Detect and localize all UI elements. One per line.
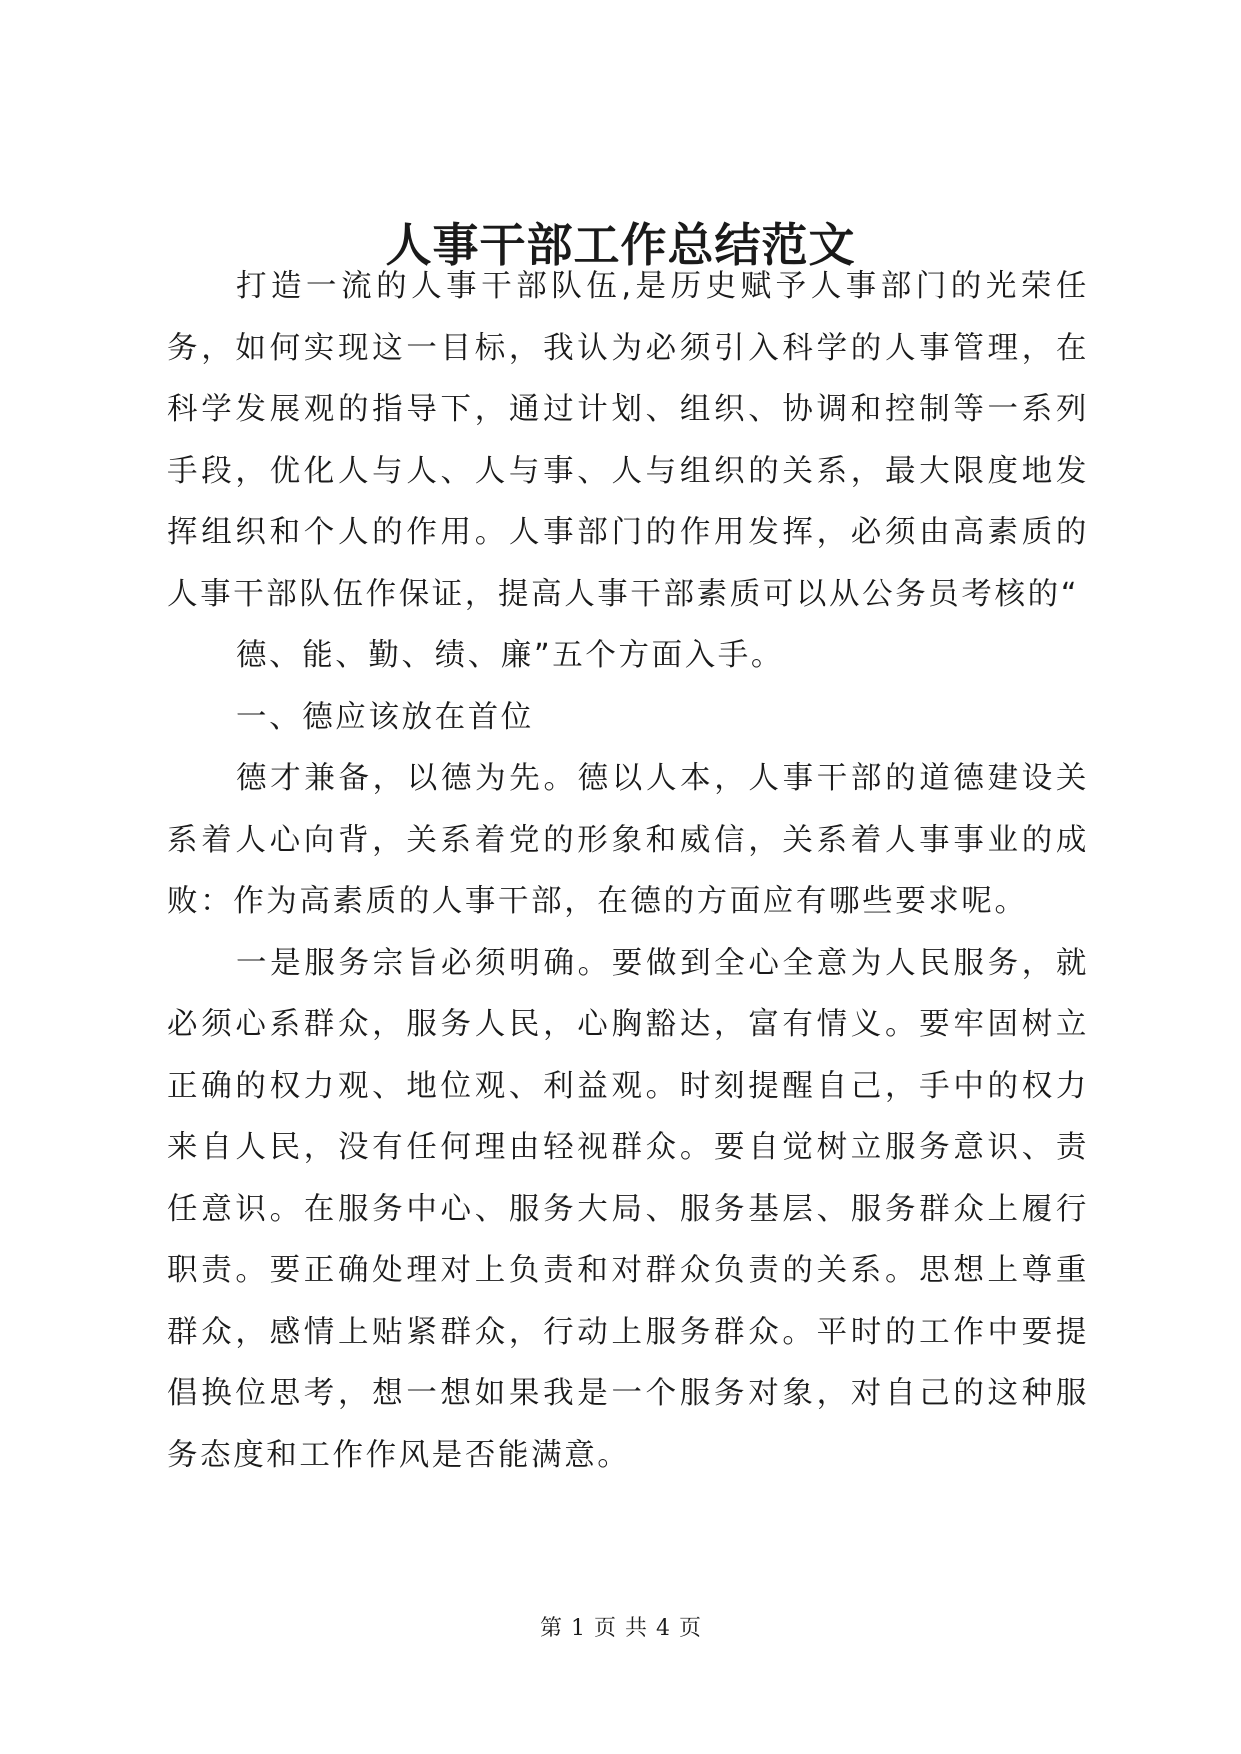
section-heading: 一、德应该放在首位 (236, 699, 534, 735)
document-title: 人事干部工作总结范文 (385, 218, 856, 272)
document-body (167, 256, 1089, 1486)
body-paragraph: 一是服务宗旨必须明确。要做到全心全意为人民服务，就必须心系群众，服务人民，心胸豁达，富有情义。要牢固树立正确的权力观、地位观、利益观。时刻提醒自己，手中的权力来自人民，没有任何理由轻视群众。要自觉树立服务意识、责任意识。在服务中心、服务大局、服务基层、服务群众上履行职责。要正确处理对上负责和对群众负责的关系。思想上尊重群众，感情上贴紧群众，行动上服务群众。平时的工作中要提倡换位思考，想一想如果我是一个服务对象，对自己的这种服务态度和工作作风是否能满意。 (167, 945, 1089, 1473)
body-paragraph: 打造一流的人事干部队伍,是历史赋予人事部门的光荣任务，如何实现这一目标，我认为必须引入科学的人事管理，在科学发展观的指导下，通过计划、组织、协调和控制等一系列手段，优化人与人、人与事、人与组织的关系，最大限度地发挥组织和个人的作用。人事部门的作用发挥，必须由高素质的人事干部队伍作保证，提高人事干部素质可以从公务员考核的“ (167, 269, 1089, 612)
body-paragraph: 德、能、勤、绩、廉”五个方面入手。 (236, 638, 784, 673)
page-number-footer: 第 1 页 共 4 页 (540, 1616, 701, 1641)
body-paragraph: 德才兼备，以德为先。德以人本，人事干部的道德建设关系着人心向背，关系着党的形象和威信，关系着人事事业的成败：作为高素质的人事干部，在德的方面应有哪些要求呢。 (167, 761, 1089, 919)
